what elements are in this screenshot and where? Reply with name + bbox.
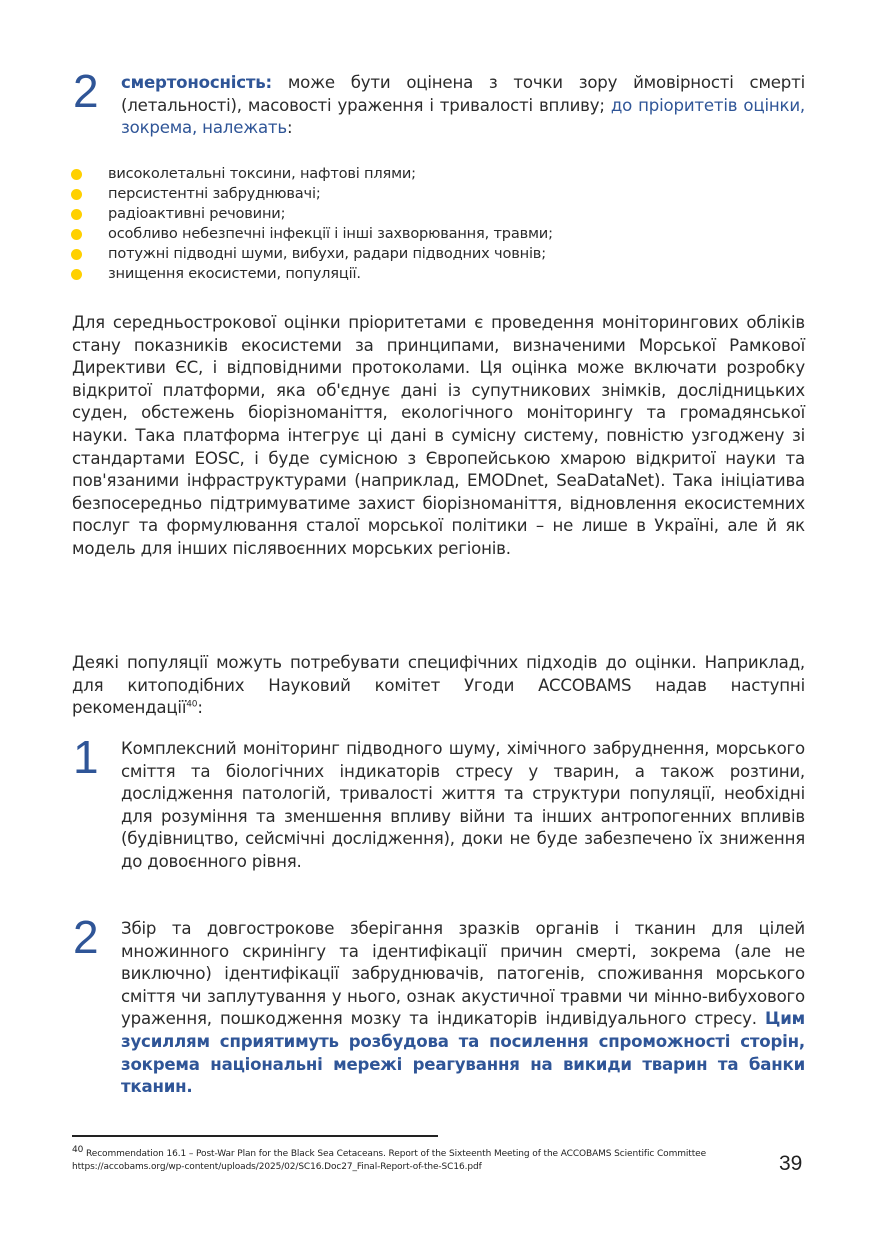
- list-item: [70, 224, 690, 244]
- footnote-number: 40: [72, 1145, 84, 1155]
- bullet-icon: [71, 269, 82, 280]
- item-emphasis: Цим зусиллям сприятимуть розбудова та посилення спроможності сторін, зокрема національні мережі реагування на викиди тварин та банки тканин.: [121, 1009, 805, 1097]
- bullet-icon: [71, 189, 82, 200]
- footnote-text: Recommendation 16.1 – Post-War Plan for the Black Sea Cetaceans. Report of the Sixteenth Meeting of the ACCOBAMS Scientific Committee https://accobams.org/wp-content/uploads/2025/02/SC16.Doc27_Final-Report-of-the-SC16.pdf: [72, 1149, 707, 1172]
- list-item-text: знищення екосистеми, популяції.: [108, 264, 361, 282]
- list-item: [70, 264, 690, 284]
- list-item: [70, 204, 690, 224]
- list-item-text: персистентні забруднювачі;: [108, 184, 321, 202]
- item-blue-tail: до пріоритетів оцінки, зокрема, належать: [121, 95, 805, 138]
- numbered-item-lethality: [73, 65, 805, 140]
- list-item: [70, 244, 690, 264]
- bullet-icon: [71, 169, 82, 180]
- footnote: [72, 1145, 752, 1173]
- recommendation-1: [73, 731, 805, 874]
- bullet-icon: [71, 249, 82, 260]
- list-item-text: високолетальні токсини, нафтові плями;: [108, 165, 416, 182]
- list-item-text: потужні підводні шуми, вибухи, радари підводних човнів;: [108, 244, 546, 262]
- item-text: Комплексний моніторинг підводного шуму, хімічного забруднення, морського сміття та біологічних індикаторів стресу у тварин, а також розтини, дослідження патологій, тривалості життя та структури популяції, необхідні для розуміння та зменшення впливу війни та інших антропогенних впливів (будівництво, сейсмічні дослідження), доки не буде забезпечено їх зниження до довоєнного рівня.: [121, 739, 805, 871]
- footnote-divider: [72, 1135, 438, 1137]
- list-item: [70, 184, 690, 204]
- list-item: [70, 164, 690, 184]
- item-body: Збір та довгострокове зберігання зразків органів і тканин для цілей множинного скринінгу та ідентифікації причин смерті, зокрема (але не виключно) ідентифікації забруднювачів, патогенів, споживання морського сміття чи заплутування у нього, ознак акустичної травми чи мінно-вибухового ураження, пошкодження мозку та індикаторів індивідуального стресу.: [121, 919, 805, 1029]
- paragraph-end: :: [197, 698, 203, 718]
- list-item-text: особливо небезпечні інфекції і інші захворювання, травми;: [108, 224, 553, 242]
- item-number: 2: [73, 911, 99, 963]
- recommendation-2: [73, 911, 805, 1099]
- item-term: смертоносність:: [121, 73, 272, 92]
- item-number: 2: [73, 65, 99, 117]
- list-item-text: радіоактивні речовини;: [108, 204, 286, 222]
- item-text: [121, 918, 805, 1099]
- item-number: 1: [73, 731, 99, 783]
- item-body: може бути оцінена з точки зору ймовірності смерті (летальності), масовості ураження і тривалості впливу;: [121, 73, 805, 115]
- paragraph-populations: [72, 652, 805, 720]
- paragraph-midterm-assessment: Для середньострокової оцінки пріоритетами є проведення моніторингових обліків стану показників екосистеми за принципами, визначеними Морської Рамкової Директиви ЄС, і відповідними протоколами. Ця оцінка може включати розробку відкритої платформи, яка об'єднує дані із супутникових знімків, дослідницьких суден, обстежень біорізноманіття, екологічного моніторингу та громадянської науки. Така платформа інтегрує ці дані в сумісну систему, повністю узгоджену зі стандартами EOSC, і буде сумісною з Європейською хмарою відкритої науки та пов'язаними інфраструктурами (наприклад, EMODnet, SeaDataNet). Така ініціатива безпосередньо підтримуватиме захист біорізноманіття, відновлення екосистемних послуг та формулювання сталої морської політики – не лише в Україні, але й як модель для інших післявоєнних морських регіонів.: [72, 313, 805, 558]
- bullet-icon: [71, 229, 82, 240]
- priority-bullet-list: [70, 164, 690, 283]
- item-text: [121, 72, 805, 140]
- footnote-ref[interactable]: 40: [186, 699, 198, 710]
- bullet-icon: [71, 209, 82, 220]
- item-colon: :: [286, 118, 293, 138]
- page-number: 39: [779, 1152, 803, 1175]
- paragraph-text: Деякі популяції можуть потребувати специфічних підходів до оцінки. Наприклад, для китоподібних Науковий комітет Угоди ACCOBAMS надав наступні рекомендації: [72, 653, 805, 718]
